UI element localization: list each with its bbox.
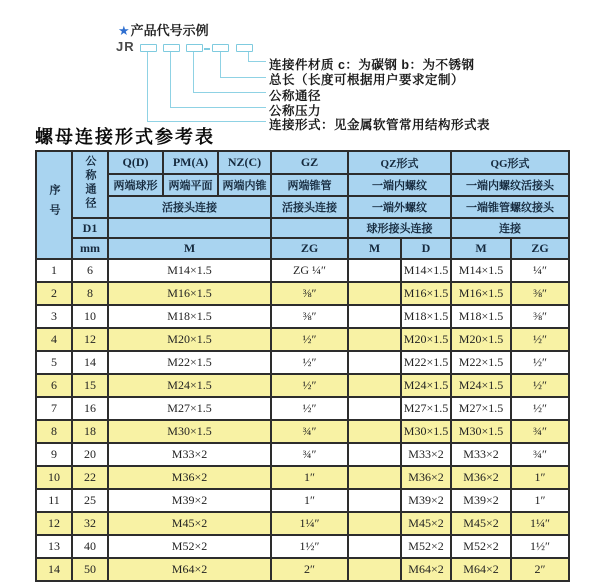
header-blank-gz (271, 218, 348, 238)
header-form-qz: QZ形式 (348, 151, 451, 174)
cell-zg: ½″ (271, 351, 348, 374)
table-row (36, 443, 569, 466)
code-box-5 (236, 44, 253, 52)
cell-qz-m (348, 535, 401, 558)
cell-qg-zg: ½″ (511, 351, 569, 374)
header-form-gz: GZ (271, 151, 348, 174)
cell-zg: 2″ (271, 558, 348, 581)
cell-zg: 1¼″ (271, 512, 348, 535)
table-row (36, 259, 569, 282)
cell-qz-m (348, 374, 401, 397)
cell-qg-m: M20×1.5 (451, 328, 511, 351)
star-icon: ★ (118, 23, 130, 38)
header-conn-qz: 一端外螺纹 (348, 196, 451, 218)
cell-qz-d: M20×1.5 (401, 328, 451, 351)
leader-vline-2 (170, 52, 171, 108)
header-conn2-qg: 连接 (451, 218, 569, 238)
cell-m: M18×1.5 (108, 305, 271, 328)
cell-m: M20×1.5 (108, 328, 271, 351)
table-row (36, 282, 569, 305)
header-unit-m: M (108, 238, 271, 259)
cell-qz-d: M18×1.5 (401, 305, 451, 328)
leader-hline-4 (170, 107, 266, 108)
header-ends-qd: 两端球形 (108, 174, 163, 196)
cell-qz-d: M24×1.5 (401, 374, 451, 397)
cell-m: M36×2 (108, 466, 271, 489)
cell-dn: 32 (72, 512, 108, 535)
cell-m: M33×2 (108, 443, 271, 466)
cell-zg: 1½″ (271, 535, 348, 558)
cell-qz-m (348, 397, 401, 420)
table-row (36, 466, 569, 489)
leader-vline-4 (220, 52, 221, 78)
cell-dn: 40 (72, 535, 108, 558)
cell-zg: 1″ (271, 466, 348, 489)
code-dash (204, 48, 210, 50)
cell-m: M27×1.5 (108, 397, 271, 420)
cell-qz-d: M30×1.5 (401, 420, 451, 443)
header-form-nzc: NZ(C) (218, 151, 271, 174)
table-row (36, 535, 569, 558)
cell-dn: 8 (72, 282, 108, 305)
label-connector-material: 连接件材质 c：为碳钢 b：为不锈钢 (269, 58, 475, 72)
header-ends-qz: 一端内螺纹 (348, 174, 451, 196)
cell-zg: ⅜″ (271, 305, 348, 328)
header-d1: D1 (72, 218, 108, 238)
header-mm: mm (72, 238, 108, 259)
header-conn2-qz: 球形接头连接 (348, 218, 451, 238)
cell-qz-d: M27×1.5 (401, 397, 451, 420)
header-dn: 公称通径 (72, 151, 108, 218)
leader-vline-1 (147, 52, 148, 122)
cell-qz-m (348, 305, 401, 328)
cell-m: M30×1.5 (108, 420, 271, 443)
product-code-heading-text: 产品代号示例 (130, 23, 209, 38)
label-total-length: 总长（长度可根据用户要求定制） (269, 73, 465, 87)
table-row (36, 374, 569, 397)
cell-seq: 11 (36, 489, 72, 512)
cell-qg-m: M30×1.5 (451, 420, 511, 443)
cell-zg: ½″ (271, 397, 348, 420)
cell-qz-d: M52×2 (401, 535, 451, 558)
cell-qz-d: M64×2 (401, 558, 451, 581)
cell-dn: 22 (72, 466, 108, 489)
cell-qg-zg: 1″ (511, 489, 569, 512)
cell-zg: ZG ¼″ (271, 259, 348, 282)
cell-qg-zg: ¾″ (511, 420, 569, 443)
cell-dn: 15 (72, 374, 108, 397)
header-seq: 序号 (36, 151, 72, 259)
product-code-prefix: JR (116, 39, 135, 54)
cell-qz-d: M45×2 (401, 512, 451, 535)
cell-seq: 7 (36, 397, 72, 420)
cell-qz-m (348, 489, 401, 512)
header-unit-qg-zg: ZG (511, 238, 569, 259)
leader-hline-2 (220, 77, 266, 78)
cell-qg-m: M18×1.5 (451, 305, 511, 328)
cell-m: M52×2 (108, 535, 271, 558)
cell-qg-zg: ¾″ (511, 443, 569, 466)
cell-qz-m (348, 328, 401, 351)
product-code-heading (118, 20, 209, 39)
cell-dn: 14 (72, 351, 108, 374)
cell-seq: 3 (36, 305, 72, 328)
cell-qz-m (348, 351, 401, 374)
cell-qg-zg: 2″ (511, 558, 569, 581)
code-box-1 (140, 44, 157, 52)
cell-qz-m (348, 443, 401, 466)
cell-qg-m: M33×2 (451, 443, 511, 466)
cell-seq: 13 (36, 535, 72, 558)
table-row (36, 328, 569, 351)
cell-dn: 25 (72, 489, 108, 512)
nut-connection-table (35, 150, 570, 582)
cell-m: M16×1.5 (108, 282, 271, 305)
cell-seq: 1 (36, 259, 72, 282)
header-ends-gz: 两端锥管 (271, 174, 348, 196)
cell-qz-d: M36×2 (401, 466, 451, 489)
table-row (36, 489, 569, 512)
cell-dn: 18 (72, 420, 108, 443)
header-ends-pma: 两端平面 (163, 174, 218, 196)
cell-zg: ⅜″ (271, 282, 348, 305)
code-box-3 (186, 44, 203, 52)
cell-dn: 6 (72, 259, 108, 282)
header-unit-qz-m: M (348, 238, 401, 259)
cell-qg-zg: 1″ (511, 466, 569, 489)
table-row (36, 512, 569, 535)
cell-qz-m (348, 259, 401, 282)
cell-seq: 12 (36, 512, 72, 535)
header-form-qg: QG形式 (451, 151, 569, 174)
cell-zg: ½″ (271, 374, 348, 397)
cell-m: M45×2 (108, 512, 271, 535)
label-nominal-diameter: 公称通径 (269, 89, 322, 103)
cell-dn: 16 (72, 397, 108, 420)
header-form-pma: PM(A) (163, 151, 218, 174)
leader-hline-3 (193, 92, 266, 93)
cell-seq: 10 (36, 466, 72, 489)
cell-zg: 1″ (271, 489, 348, 512)
header-conn-gz: 活接头连接 (271, 196, 348, 218)
cell-m: M22×1.5 (108, 351, 271, 374)
cell-qg-zg: ¼″ (511, 259, 569, 282)
cell-qg-m: M36×2 (451, 466, 511, 489)
header-unit-qz-d: D (401, 238, 451, 259)
cell-qg-zg: ½″ (511, 397, 569, 420)
cell-zg: ¾″ (271, 443, 348, 466)
cell-qg-m: M64×2 (451, 558, 511, 581)
header-unit-zg: ZG (271, 238, 348, 259)
cell-qg-zg: ⅜″ (511, 282, 569, 305)
cell-dn: 50 (72, 558, 108, 581)
cell-qg-zg: 1½″ (511, 535, 569, 558)
cell-qg-zg: ½″ (511, 374, 569, 397)
label-nominal-pressure: 公称压力 (269, 104, 322, 118)
cell-seq: 5 (36, 351, 72, 374)
label-connection-form: 连接形式：见金属软管常用结构形式表 (269, 118, 491, 132)
cell-qz-m (348, 466, 401, 489)
header-ends-qg: 一端内螺纹活接头 (451, 174, 569, 196)
cell-dn: 12 (72, 328, 108, 351)
cell-m: M14×1.5 (108, 259, 271, 282)
cell-seq: 4 (36, 328, 72, 351)
cell-qz-d: M33×2 (401, 443, 451, 466)
header-form-qd: Q(D) (108, 151, 163, 174)
header-conn-union: 活接头连接 (108, 196, 271, 218)
cell-qg-m: M27×1.5 (451, 397, 511, 420)
table-row (36, 305, 569, 328)
cell-qg-m: M14×1.5 (451, 259, 511, 282)
cell-qg-m: M52×2 (451, 535, 511, 558)
table-row (36, 558, 569, 581)
cell-qz-d: M22×1.5 (401, 351, 451, 374)
cell-seq: 2 (36, 282, 72, 305)
code-box-2 (163, 44, 180, 52)
table-title: 螺母连接形式参考表 (35, 127, 215, 147)
code-box-4 (212, 44, 229, 52)
leader-vline-3 (193, 52, 194, 93)
header-unit-qg-m: M (451, 238, 511, 259)
cell-qz-m (348, 512, 401, 535)
table-row (36, 397, 569, 420)
cell-qg-m: M45×2 (451, 512, 511, 535)
header-blank-left (108, 218, 271, 238)
leader-hline-1 (248, 61, 266, 62)
cell-qg-m: M39×2 (451, 489, 511, 512)
table-row (36, 351, 569, 374)
cell-qz-d: M39×2 (401, 489, 451, 512)
cell-dn: 20 (72, 443, 108, 466)
cell-zg: ½″ (271, 328, 348, 351)
cell-m: M24×1.5 (108, 374, 271, 397)
cell-qg-m: M24×1.5 (451, 374, 511, 397)
cell-qg-m: M16×1.5 (451, 282, 511, 305)
cell-qg-zg: 1¼″ (511, 512, 569, 535)
cell-qz-d: M16×1.5 (401, 282, 451, 305)
table-row (36, 420, 569, 443)
cell-qz-m (348, 558, 401, 581)
cell-qz-m (348, 420, 401, 443)
cell-m: M64×2 (108, 558, 271, 581)
cell-seq: 6 (36, 374, 72, 397)
cell-qz-d: M14×1.5 (401, 259, 451, 282)
cell-seq: 14 (36, 558, 72, 581)
cell-seq: 9 (36, 443, 72, 466)
cell-m: M39×2 (108, 489, 271, 512)
cell-qg-zg: ½″ (511, 328, 569, 351)
cell-dn: 10 (72, 305, 108, 328)
leader-hline-5 (147, 121, 266, 122)
cell-seq: 8 (36, 420, 72, 443)
header-conn-qg: 一端锥管螺纹接头 (451, 196, 569, 218)
cell-zg: ¾″ (271, 420, 348, 443)
header-ends-nzc: 两端内锥 (218, 174, 271, 196)
cell-qg-m: M22×1.5 (451, 351, 511, 374)
cell-qz-m (348, 282, 401, 305)
cell-qg-zg: ⅜″ (511, 305, 569, 328)
